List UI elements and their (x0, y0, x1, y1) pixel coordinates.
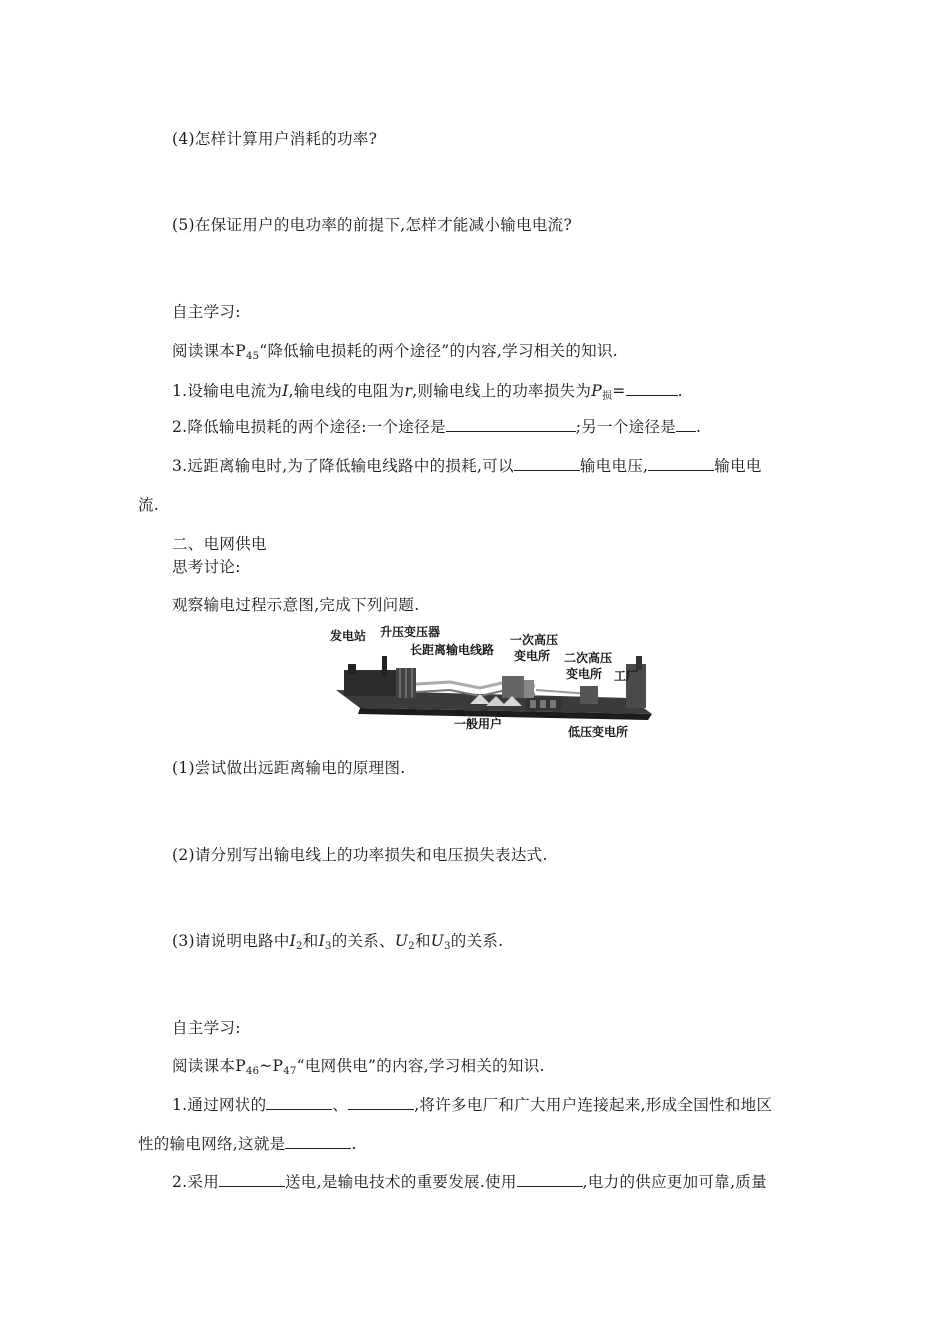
fill-item-2: 2.降低输电损耗的两个途径:一个途径是 ;另一个途径是 . (172, 418, 702, 436)
question-5: (5)在保证用户的电功率的前提下,怎样才能减小输电电流? (172, 216, 573, 234)
question-3: (3)请说明电路中$I_2$和$I_3$的关系、$U_2$和$U_3$的关系. (172, 932, 504, 952)
answer-blank[interactable] (446, 417, 576, 432)
label-power-station: 发电站 (330, 629, 367, 643)
answer-blank[interactable] (285, 1134, 351, 1149)
self-study-intro-2: 阅读课本$P_{46}\sim P_{47}“$电网供电”的内容,学习相关的知识. (172, 1057, 545, 1077)
primary-substation-shape (502, 676, 524, 698)
answer-blank[interactable] (676, 417, 696, 432)
fill-item-1: 1.设输电电流为I,输电线的电阻为r,则输电线上的功率损失为$P_损=$ . (172, 382, 683, 402)
label-primary-substation: 一次高压 (510, 633, 559, 647)
answer-blank[interactable] (348, 1095, 414, 1110)
answer-blank[interactable] (626, 381, 678, 396)
label-low-voltage-substation: 低压变电所 (568, 725, 629, 739)
self-study-intro-1: 阅读课本$P_{45}“$降低输电损耗的两个途径”的内容,学习相关的知识. (172, 342, 618, 362)
answer-blank[interactable] (648, 456, 714, 471)
observe-instruction: 观察输电过程示意图,完成下列问题. (172, 596, 420, 614)
answer-blank[interactable] (266, 1095, 332, 1110)
label-factory: 工厂 (614, 669, 639, 683)
label-secondary-substation-2: 变电所 (566, 667, 603, 681)
secondary-substation-shape (580, 686, 598, 704)
fill-item-4-cont: 性的输电网络,这就是 . (138, 1135, 357, 1153)
self-study-heading-2: 自主学习: (172, 1019, 241, 1037)
power-transmission-diagram (330, 624, 660, 742)
label-secondary-substation: 二次高压 (564, 651, 613, 665)
question-4: (4)怎样计算用户消耗的功率? (172, 130, 378, 148)
self-study-heading-1: 自主学习: (172, 303, 241, 321)
fill-item-4: 1.通过网状的 、 ,将许多电厂和广大用户连接起来,形成全国性和地区 (172, 1096, 773, 1114)
fill-item-3: 3.远距离输电时,为了降低输电线路中的损耗,可以 输电电压, 输电电 (172, 457, 762, 475)
fill-item-5: 2.采用 送电,是输电技术的重要发展.使用 ,电力的供应更加可靠,质量 (172, 1173, 767, 1191)
discussion-heading: 思考讨论: (172, 558, 241, 576)
section-title: 二、电网供电 (172, 535, 267, 553)
answer-blank[interactable] (517, 1172, 583, 1187)
answer-blank[interactable] (219, 1172, 285, 1187)
label-general-users: 一般用户 (454, 717, 503, 731)
fill-item-3-cont: 流. (138, 496, 160, 514)
label-long-distance-line: 长距离输电线路 (410, 643, 495, 657)
label-primary-substation-2: 变电所 (514, 649, 551, 663)
question-2: (2)请分别写出输电线上的功率损失和电压损失表达式. (172, 846, 548, 864)
question-1: (1)尝试做出远距离输电的原理图. (172, 759, 406, 777)
label-step-up-transformer: 升压变压器 (380, 625, 441, 639)
answer-blank[interactable] (514, 456, 580, 471)
